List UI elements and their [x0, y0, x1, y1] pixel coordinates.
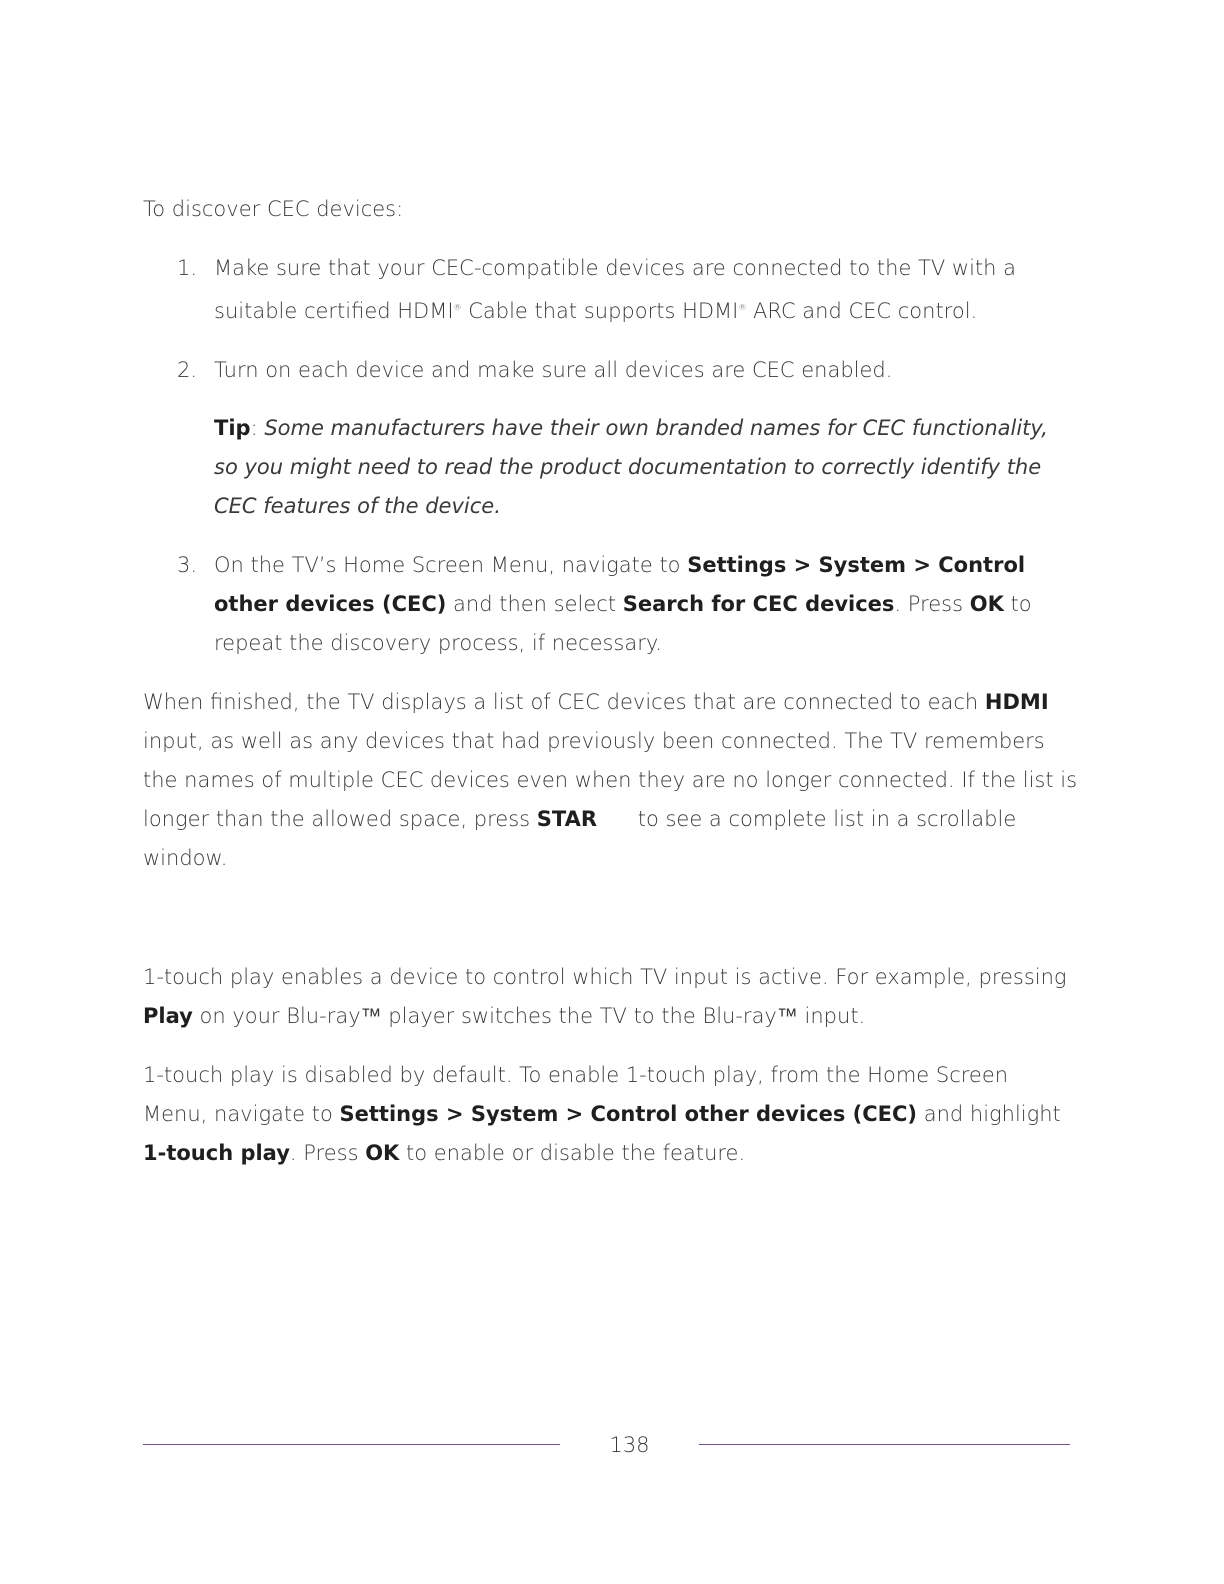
intro-text: To discover CEC devices:: [143, 197, 404, 221]
page-footer: [143, 1428, 1070, 1462]
step-text: Turn on each device and make sure all devices are CEC enabled.: [214, 358, 893, 382]
one-touch-enable: 1-touch play is disabled by default. To enable 1-touch play, from the Home Screen Menu, navigate to Settings > System > Control other devices (CEC) and highlight 1-touch play. Press OK to enable or disable the feature.: [143, 1063, 1061, 1165]
step-1: [143, 249, 1078, 331]
tip-text: Some manufacturers have their own branded names for CEC functionality, so you might need to read the product documentation to correctly identify the CEC features of the device.: [214, 416, 1048, 518]
step-2: [143, 351, 1078, 526]
page-body: [143, 190, 1078, 1173]
step-3: [143, 546, 1078, 663]
finished-paragraph: When finished, the TV displays a list of CEC devices that are connected to each HDMI input, as well as any devices that had previously been connected. The TV remembers the names of multiple CEC devices even when they are no longer connected. If the list is longer than the allowed space, press STAR to see a complete list in a scrollable window.: [143, 690, 1078, 870]
footer-rule-right: [699, 1444, 1070, 1445]
step-number: 3.: [177, 553, 198, 577]
step-text: On the TV’s Home Screen Menu, navigate to Settings > System > Control other devices (CEC) and then select Search for CEC devices. Press OK to repeat the discovery process, if necessary.: [214, 553, 1032, 655]
steps-list: [143, 249, 1078, 663]
step-number: 2.: [177, 358, 198, 382]
one-touch-intro: 1-touch play enables a device to control which TV input is active. For example, pressing Play on your Blu-ray™ player switches the TV to the Blu-ray™ input.: [143, 965, 1067, 1028]
tip-note: Tip: Some manufacturers have their own branded names for CEC functionality, so you might need to read the product documentation to correctly identify the CEC features of the device.: [214, 416, 1048, 518]
footer-rule-left: [143, 1444, 560, 1445]
page-number: 138: [609, 1433, 650, 1457]
step-number: 1.: [177, 256, 198, 280]
tip-label: Tip: [214, 416, 251, 440]
step-text: Make sure that your CEC-compatible devices are connected to the TV with a suitable certified HDMI® Cable that supports HDMI® ARC and CEC control.: [214, 256, 1017, 323]
